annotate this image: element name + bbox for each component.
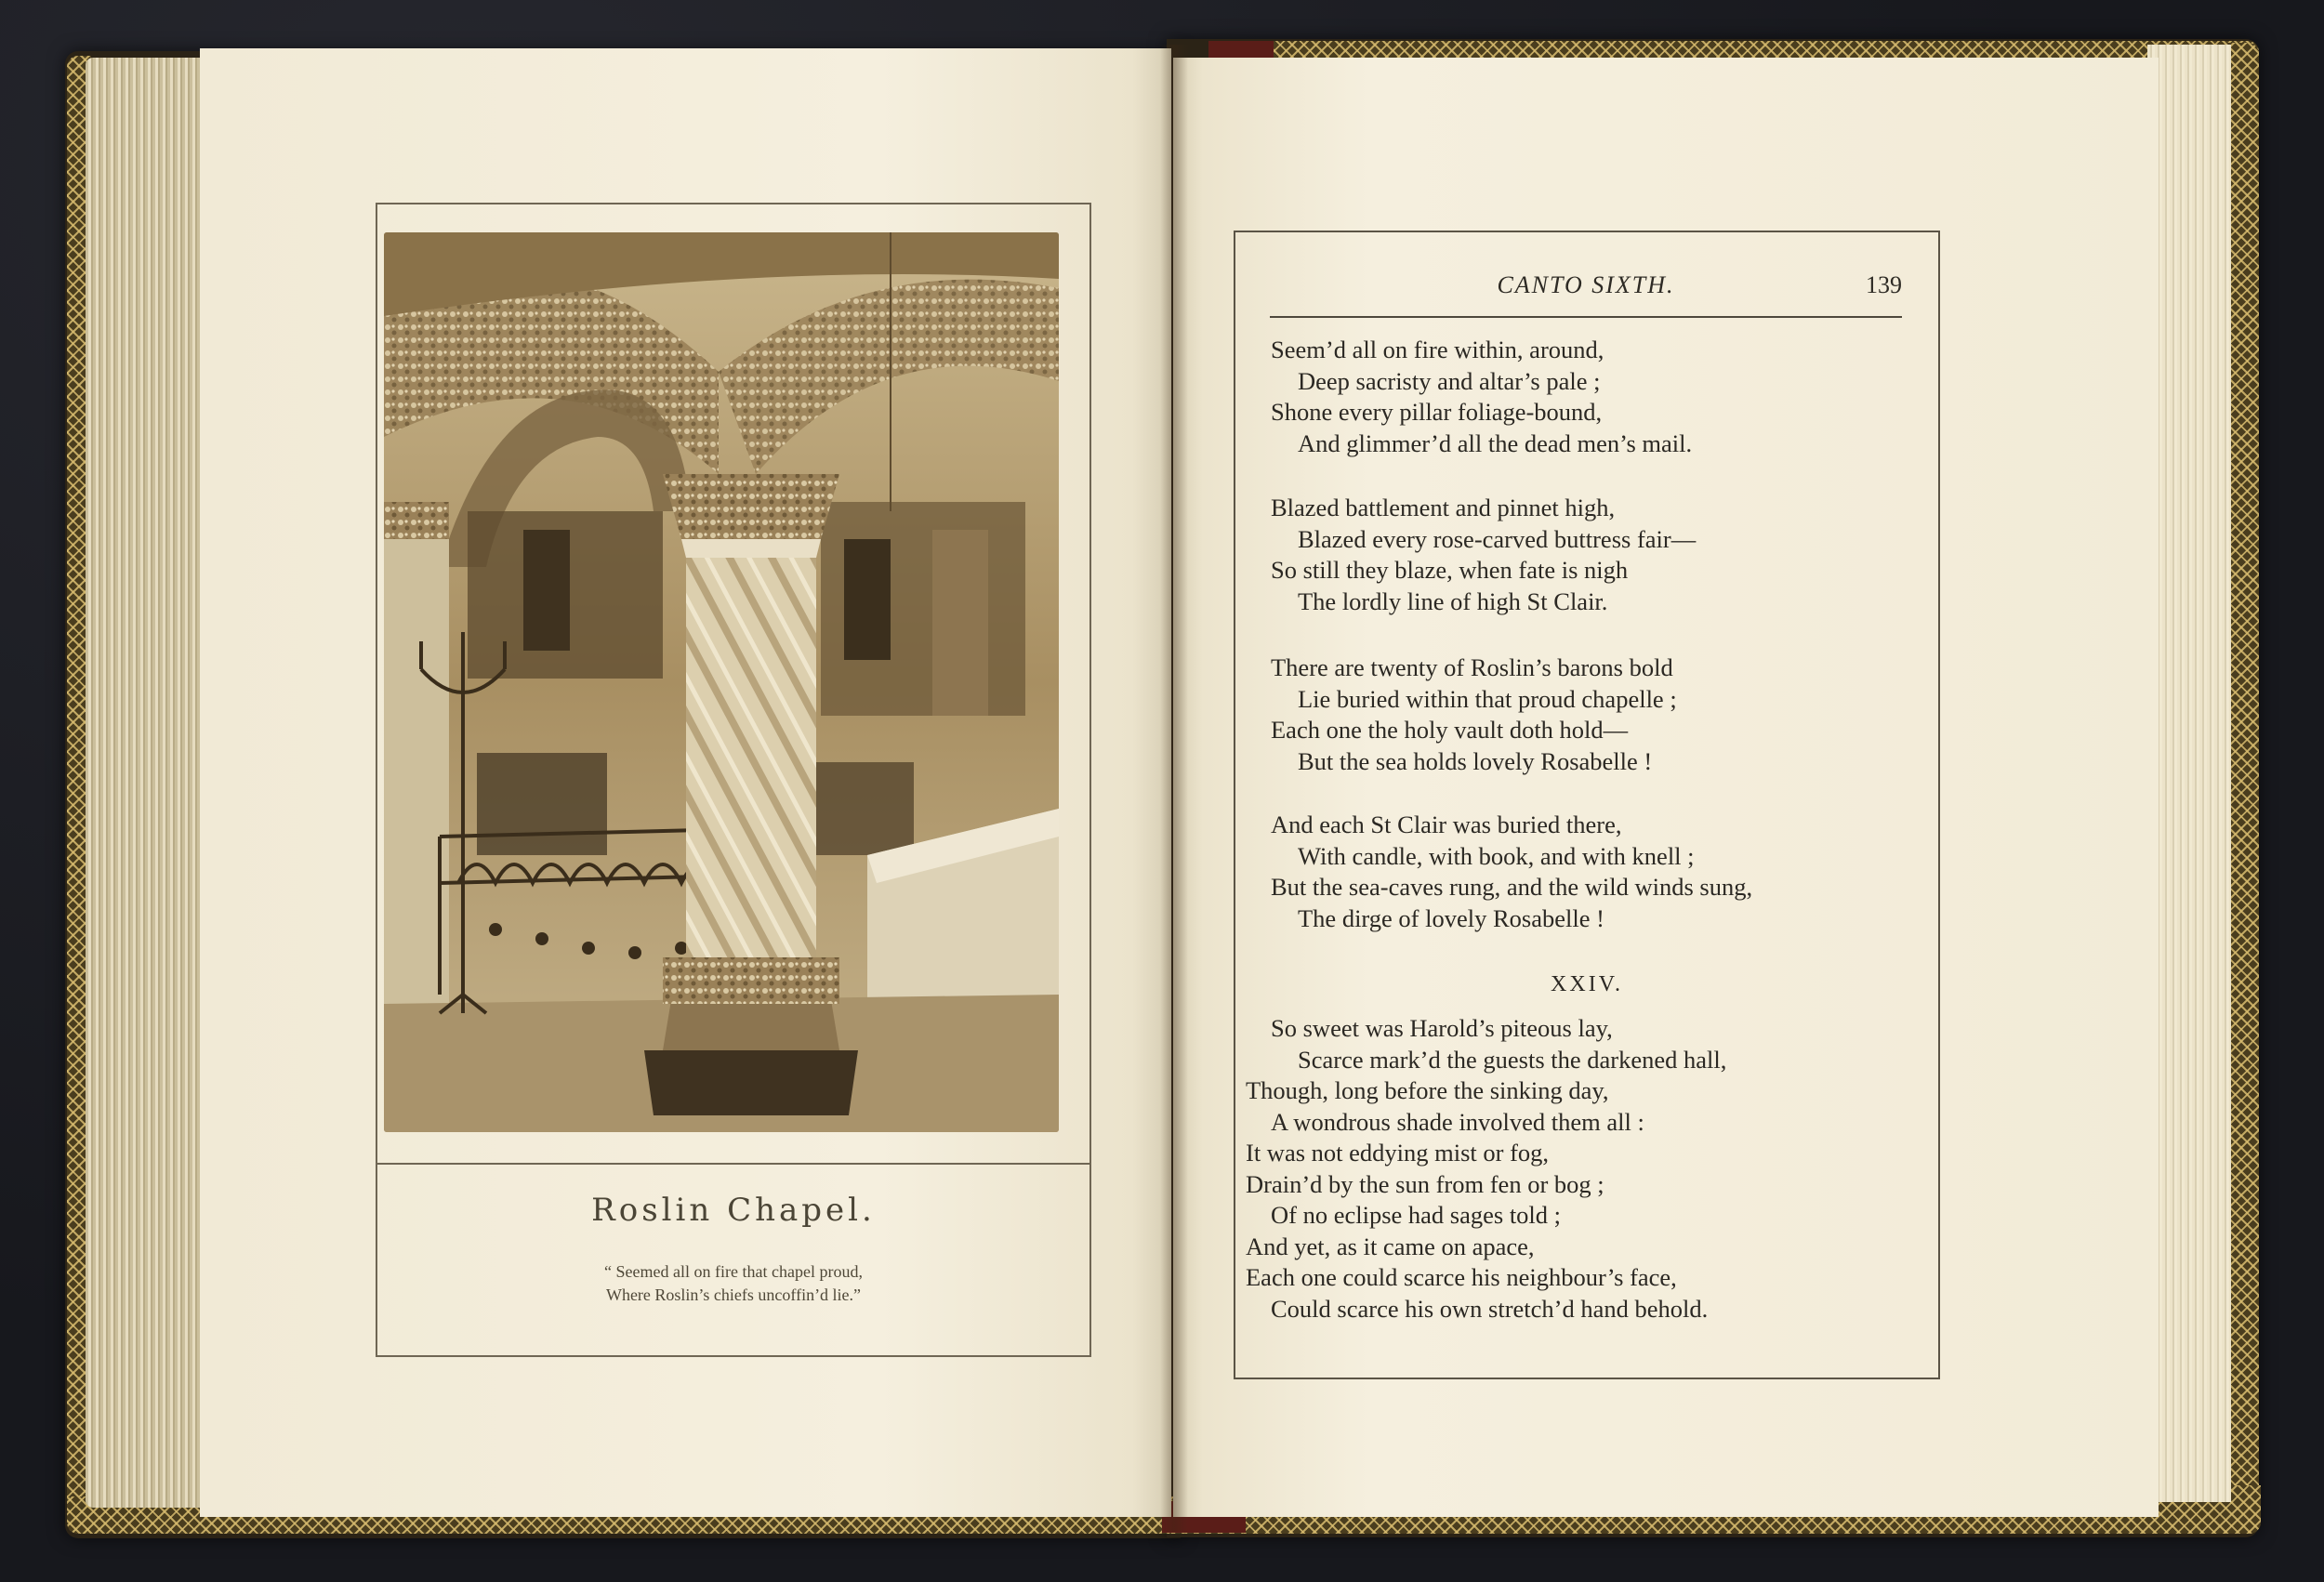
page-number: 139 [1866,271,1902,298]
verse-line: Deep sacristy and altar’s pale ; [1298,366,1601,395]
verse-line: A wondrous shade involved them all : [1271,1107,1644,1136]
verse-line: Scarce mark’d the guests the darkened hall, [1298,1045,1727,1074]
photo-illustration [384,232,1059,1132]
verse-line: Of no eclipse had sages told ; [1271,1201,1562,1229]
stanza-5 [1246,1013,1915,1325]
plate-title: Roslin Chapel. [591,1192,876,1229]
plate-divider [376,1163,1091,1165]
verse-line: Each one the holy vault doth hold— [1271,716,1629,744]
roslin-chapel-photograph [384,232,1059,1132]
verse-line: Lie buried within that proud chapelle ; [1298,684,1677,713]
verse-line: Though, long before the sinking day, [1246,1076,1609,1104]
plate-quote-line-2: Where Roslin’s chiefs uncoffin’d lie.” [605,1285,862,1304]
section-number: XXIV. [1551,972,1623,996]
running-head [1270,271,1902,318]
verse-line: But the sea holds lovely Rosabelle ! [1298,746,1653,775]
verse-line: The lordly line of high St Clair. [1298,587,1608,615]
verse-line: So still they blaze, when fate is nigh [1271,556,1629,584]
verse-line: Blazed every rose-carved buttress fair— [1298,524,1697,553]
stanza-4 [1271,810,1940,934]
plate-quote-line-1: “ Seemed all on fire that chapel proud, [604,1262,863,1281]
verse-line: So sweet was Harold’s piteous lay, [1271,1014,1613,1042]
stanza-1 [1271,335,1940,459]
left-page-edges [86,58,216,1508]
verse-line: Could scarce his own stretch’d hand behold. [1271,1294,1709,1323]
verse-line: Each one could scarce his neighbour’s face, [1246,1263,1677,1291]
verse-line: Seem’d all on fire within, around, [1271,336,1604,363]
running-head-title: CANTO SIXTH. [1497,271,1675,298]
verse-line: The dirge of lovely Rosabelle ! [1298,903,1604,932]
stanza-3 [1271,653,1940,777]
verse-line: And each St Clair was buried there, [1271,811,1622,838]
verse-line: It was not eddying mist or fog, [1246,1139,1550,1167]
verse-line: Shone every pillar foliage-bound, [1271,398,1603,426]
verse-line: Blazed battlement and pinnet high, [1271,494,1616,521]
verse-line: And yet, as it came on apace, [1246,1232,1535,1260]
stanza-2 [1271,493,1940,617]
book-gutter [1160,45,1188,1532]
right-page-edges [2147,45,2231,1502]
plate-quote [376,1260,1091,1307]
verse-line: Drain’d by the sun from fen or bog ; [1246,1169,1604,1198]
verse-line: There are twenty of Roslin’s barons bold [1271,653,1673,681]
verse-line: With candle, with book, and with knell ; [1298,841,1695,870]
verse-line: But the sea-caves rung, and the wild winds sung, [1271,873,1753,901]
verse-line: And glimmer’d all the dead men’s mail. [1298,428,1693,457]
